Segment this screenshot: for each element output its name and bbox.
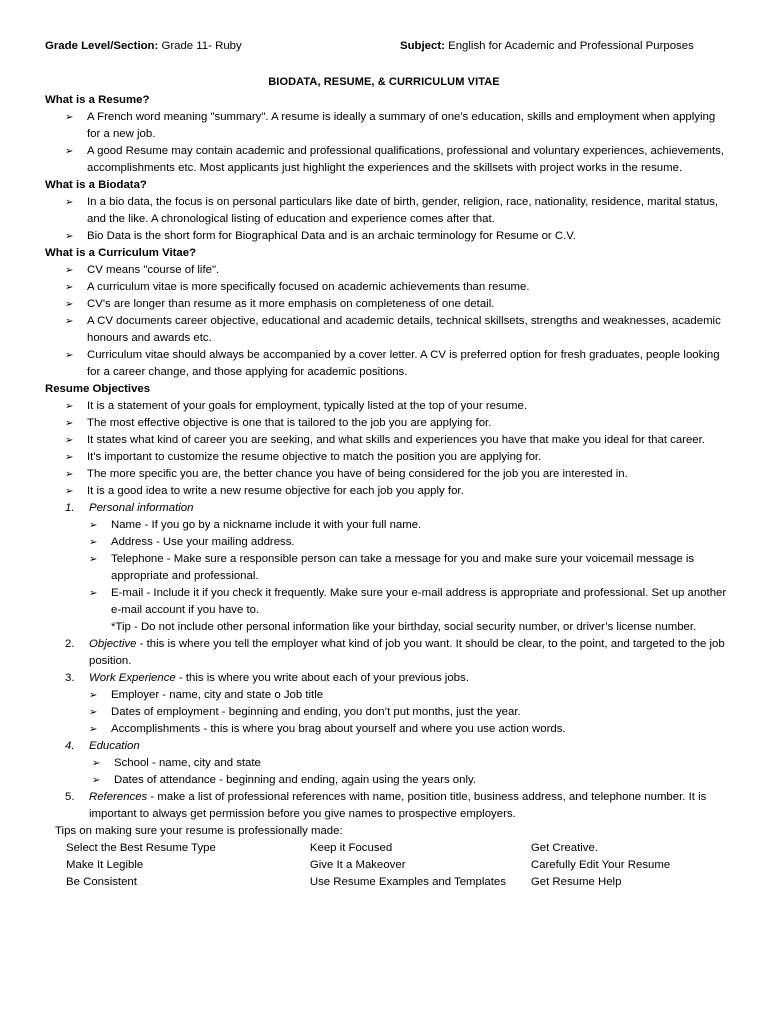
tip-item: Carefully Edit Your Resume bbox=[530, 859, 671, 871]
section-heading-objectives: Resume Objectives bbox=[45, 383, 151, 395]
tip-item: Get Resume Help bbox=[530, 876, 622, 888]
list-item: ➢ A French word meaning "summary". A resume is ideally a summary of one's education, skills and employment when applying for a new job. bbox=[65, 111, 716, 140]
item-label: References bbox=[89, 791, 148, 803]
arrow-bullet-icon: ➢ bbox=[92, 775, 101, 786]
item-label: Personal information bbox=[89, 502, 194, 514]
section-heading-resume: What is a Resume? bbox=[45, 94, 150, 106]
sub-list-item: ➢ Dates of attendance - beginning and ending, again using the years only. bbox=[45, 772, 730, 789]
section-heading-biodata: What is a Biodata? bbox=[45, 179, 147, 191]
tips-row bbox=[45, 840, 730, 857]
item-text: - make a list of professional references with name, position title, business address, and telephone number. It is important to always get permission before you give names to prospective employers. bbox=[89, 791, 707, 820]
list-item: ➢ It is a good idea to write a new resume objective for each job you apply for. bbox=[45, 483, 730, 500]
item-text: - this is where you write about each of your previous jobs. bbox=[175, 672, 469, 684]
tip-note: *Tip - Do not include other personal information like your birthday, social security number, or driver’s license number. bbox=[111, 621, 697, 633]
sub-list-item: ➢ School - name, city and state bbox=[45, 755, 730, 772]
arrow-bullet-icon: ➢ bbox=[89, 520, 98, 531]
arrow-bullet-icon: ➢ bbox=[89, 554, 98, 565]
list-item: ➢ CV means "course of life". bbox=[45, 262, 730, 279]
item-number: 2. bbox=[65, 638, 75, 650]
arrow-bullet-icon: ➢ bbox=[65, 469, 74, 480]
sub-list-item: ➢ Telephone - Make sure a responsible person can take a message for you and make sure your voicemail message is appropriate and professional. bbox=[89, 553, 695, 582]
item-label: Objective bbox=[89, 638, 137, 650]
list-item: ➢ In a bio data, the focus is on personal particulars like date of birth, gender, religion, race, nationality, residence, marital status, and the like. A chronological listing of education and experience comes after that. bbox=[65, 196, 719, 225]
list-item: ➢ It is a statement of your goals for employment, typically listed at the top of your resume. bbox=[45, 398, 730, 415]
arrow-bullet-icon: ➢ bbox=[89, 588, 98, 599]
list-item: ➢ A curriculum vitae is more specifically focused on academic achievements than resume. bbox=[45, 279, 730, 296]
arrow-bullet-icon: ➢ bbox=[65, 146, 74, 157]
arrow-bullet-icon: ➢ bbox=[89, 724, 98, 735]
item-text: - this is where you tell the employer what kind of job you want. It should be clear, to the point, and targeted to the job position. bbox=[89, 638, 725, 667]
arrow-bullet-icon: ➢ bbox=[92, 758, 101, 769]
list-item: ➢ The most effective objective is one that is tailored to the job you are applying for. bbox=[45, 415, 730, 432]
arrow-bullet-icon: ➢ bbox=[65, 231, 74, 242]
arrow-bullet-icon: ➢ bbox=[65, 350, 74, 361]
arrow-bullet-icon: ➢ bbox=[89, 690, 98, 701]
document-body bbox=[45, 92, 730, 891]
arrow-bullet-icon: ➢ bbox=[65, 418, 74, 429]
numbered-item-personal-info bbox=[45, 500, 730, 517]
grade-section-header bbox=[45, 40, 242, 52]
arrow-bullet-icon: ➢ bbox=[65, 486, 74, 497]
tips-row bbox=[45, 857, 730, 874]
list-item: ➢ It's important to customize the resume objective to match the position you are applying for. bbox=[45, 449, 730, 466]
list-item: ➢ CV's are longer than resume as it more emphasis on completeness of one detail. bbox=[45, 296, 730, 313]
item-number: 4. bbox=[65, 740, 75, 752]
item-number: 1. bbox=[65, 502, 75, 514]
tips-row bbox=[45, 874, 730, 891]
sub-list-item: ➢ Employer - name, city and state o Job title bbox=[45, 687, 730, 704]
subject-label: Subject: bbox=[400, 40, 445, 52]
arrow-bullet-icon: ➢ bbox=[65, 299, 74, 310]
list-item: ➢ Curriculum vitae should always be accompanied by a cover letter. A CV is preferred option for fresh graduates, people looking for a career change, and those applying for academic positions. bbox=[65, 349, 720, 378]
sub-list-item: ➢ Dates of employment - beginning and ending, you don’t put months, just the year. bbox=[45, 704, 730, 721]
arrow-bullet-icon: ➢ bbox=[65, 316, 74, 327]
list-item: ➢ A good Resume may contain academic and professional qualifications, professional and voluntary experiences, achievements, accomplishments etc. Most applicants just highlight the experiences and the skillsets with project works in the resume. bbox=[65, 145, 724, 174]
arrow-bullet-icon: ➢ bbox=[65, 112, 74, 123]
sub-list-item: ➢ Accomplishments - this is where you brag about yourself and where you use action words. bbox=[45, 721, 730, 738]
tip-item: Use Resume Examples and Templates bbox=[309, 876, 506, 888]
sub-list-item: ➢ Address - Use your mailing address. bbox=[45, 534, 730, 551]
arrow-bullet-icon: ➢ bbox=[89, 707, 98, 718]
list-item: ➢ A CV documents career objective, educational and academic details, technical skillsets, strengths and weaknesses, academic honours and awards etc. bbox=[65, 315, 721, 344]
arrow-bullet-icon: ➢ bbox=[65, 282, 74, 293]
arrow-bullet-icon: ➢ bbox=[65, 401, 74, 412]
item-label: Education bbox=[89, 740, 140, 752]
document-title: BIODATA, RESUME, & CURRICULUM VITAE bbox=[268, 76, 500, 88]
numbered-item-references bbox=[45, 789, 730, 823]
sub-list-item: ➢ E-mail - Include it if you check it frequently. Make sure your e-mail address is appropriate and professional. Set up another e-mail account if you have to. bbox=[89, 587, 727, 616]
tip-item: Keep it Focused bbox=[309, 842, 393, 854]
numbered-item-education bbox=[45, 738, 730, 755]
arrow-bullet-icon: ➢ bbox=[65, 197, 74, 208]
tip-item: Be Consistent bbox=[66, 876, 137, 888]
subject-value: English for Academic and Professional Purposes bbox=[448, 40, 694, 52]
arrow-bullet-icon: ➢ bbox=[65, 435, 74, 446]
list-item: ➢ Bio Data is the short form for Biographical Data and is an archaic terminology for Resume or C.V. bbox=[45, 228, 730, 245]
item-number: 3. bbox=[65, 672, 75, 684]
list-item: ➢ It states what kind of career you are seeking, and what skills and experiences you have that make you ideal for that career. bbox=[45, 432, 730, 449]
tip-item: Select the Best Resume Type bbox=[66, 842, 216, 854]
arrow-bullet-icon: ➢ bbox=[89, 537, 98, 548]
numbered-item-objective bbox=[45, 636, 730, 670]
grade-label: Grade Level/Section: bbox=[45, 40, 159, 52]
tip-item: Make It Legible bbox=[66, 859, 144, 871]
item-label: Work Experience bbox=[89, 672, 176, 684]
section-heading-cv: What is a Curriculum Vitae? bbox=[45, 247, 197, 259]
numbered-item-work-experience bbox=[45, 670, 730, 687]
tip-item: Give It a Makeover bbox=[309, 859, 406, 871]
arrow-bullet-icon: ➢ bbox=[65, 452, 74, 463]
tips-intro: Tips on making sure your resume is professionally made: bbox=[55, 825, 343, 837]
tip-item: Get Creative. bbox=[530, 842, 598, 854]
sub-list-item: ➢ Name - If you go by a nickname include it with your full name. bbox=[45, 517, 730, 534]
subject-header bbox=[400, 40, 694, 52]
list-item: ➢ The more specific you are, the better chance you have of being considered for the job you are interested in. bbox=[45, 466, 730, 483]
arrow-bullet-icon: ➢ bbox=[65, 265, 74, 276]
item-number: 5. bbox=[65, 791, 75, 803]
grade-value: Grade 11- Ruby bbox=[161, 40, 242, 52]
